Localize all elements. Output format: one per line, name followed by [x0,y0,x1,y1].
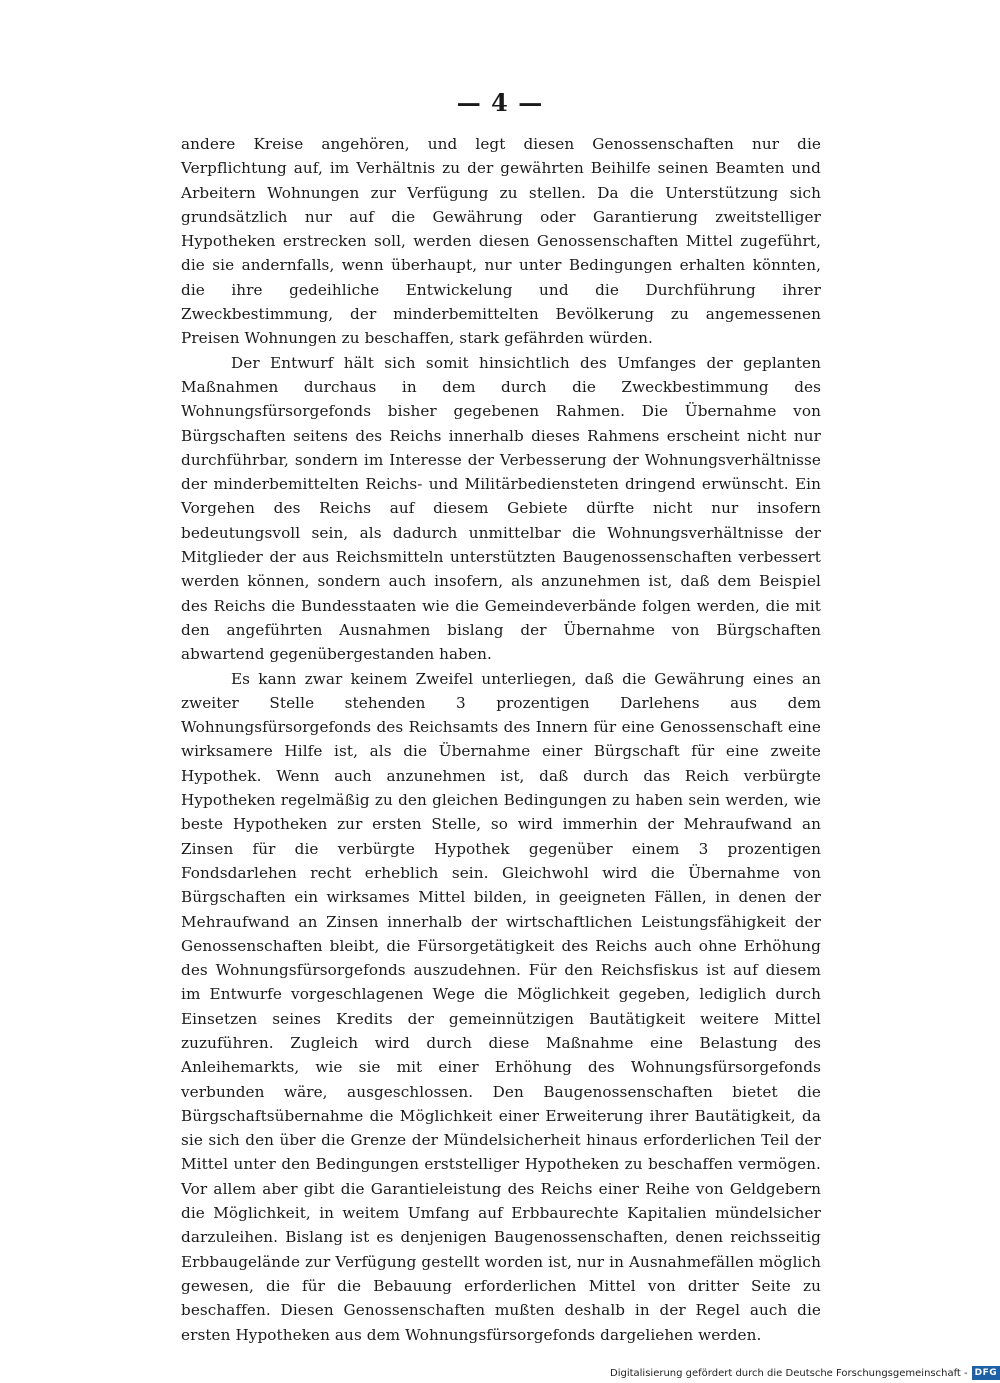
dfg-logo-icon: DFG [972,1366,1000,1380]
paragraph-1: andere Kreise angehören, und legt diesen Genossenschaften nur die Verpflichtung auf, im Verhältnis zu der gewährten Beihilfe seinen Beamten und Arbeitern Wohnungen zur Verfügung zu stellen. Da die Unterstützung sich grundsätzlich nur auf die Gewährung oder Garantierung zweitstelliger Hypotheken erstrecken soll, werden diesen Genossenschaften Mittel zugeführt, die sie andernfalls, wenn überhaupt, nur unter Bedingungen erhalten könnten, die ihre gedeihliche Entwickelung und die Durchführung ihrer Zweckbestimmung, der minderbemittelten Bevölkerung zu angemessenen Preisen Wohnungen zu beschaffen, stark gefährden würden. [181,135,821,348]
paragraph-2: Der Entwurf hält sich somit hinsichtlich des Umfanges der geplanten Maßnahmen durchaus in dem durch die Zweckbestimmung des Wohnungsfürsorgefonds bisher gegebenen Rahmen. Die Übernahme von Bürgschaften seitens des Reichs innerhalb dieses Rahmens erscheint nicht nur durchführbar, sondern im Interesse der Verbesserung der Wohnungsverhältnisse der minderbemittelten Reichs- und Militärbediensteten dringend erwünscht. Ein Vorgehen des Reichs auf diesem Gebiete dürfte nicht nur insofern bedeutungsvoll sein, als dadurch unmittelbar die Wohnungsverhältnisse der Mitglieder der aus Reichsmitteln unterstützten Baugenossenschaften verbessert werden können, sondern auch insofern, als anzunehmen ist, daß dem Beispiel des Reichs die Bundesstaaten wie die Gemeindeverbände folgen werden, die mit den angeführten Ausnahmen bislang der Übernahme von Bürgschaften abwartend gegenübergestanden haben. [181,353,821,664]
digitization-footer [610,1365,1000,1381]
footer-credit-text: Digitalisierung gefördert durch die Deutsche Forschungsgemeinschaft - [610,1367,968,1379]
document-body [181,132,821,1347]
paragraph-3: Es kann zwar keinem Zweifel unterliegen, daß die Gewährung eines an zweiter Stelle stehenden 3 prozentigen Darlehens aus dem Wohnungsfürsorgefonds des Reichsamts des Innern für eine Genossenschaft eine wirksamere Hilfe ist, als die Übernahme einer Bürgschaft für eine zweite Hypothek. Wenn auch anzunehmen ist, daß durch das Reich verbürgte Hypotheken regelmäßig zu den gleichen Bedingungen zu haben sein werden, wie beste Hypotheken zur ersten Stelle, so wird immerhin der Mehraufwand an Zinsen für die verbürgte Hypothek gegenüber einem 3 prozentigen Fondsdarlehen recht erheblich sein. Gleichwohl wird die Übernahme von Bürgschaften ein wirksames Mittel bilden, in geeigneten Fällen, in denen der Mehraufwand an Zinsen innerhalb der wirtschaftlichen Leistungsfähigkeit der Genossenschaften bleibt, die Fürsorgetätigkeit des Reichs auch ohne Erhöhung des Wohnungsfürsorgefonds auszudehnen. Für den Reichsfiskus ist auf diesem im Entwurfe vorgeschlagenen Wege die Möglichkeit gegeben, lediglich durch Einsetzen seines Kredits der gemeinnützigen Bautätigkeit weitere Mittel zuzuführen. Zugleich wird durch diese Maßnahme eine Belastung des Anleihemarkts, wie sie mit einer Erhöhung des Wohnungsfürsorgefonds verbunden wäre, ausgeschlossen. Den Baugenossenschaften bietet die Bürgschaftsübernahme die Möglichkeit einer Erweiterung ihrer Bautätigkeit, da sie sich den über die Grenze der Mündelsicherheit hinaus erforderlichen Teil der Mittel unter den Bedingungen erststelliger Hypotheken zu beschaffen vermögen. Vor allem aber gibt die Garantieleistung des Reichs einer Reihe von Geldgebern die Möglichkeit, in weitem Umfang auf Erbbaurechte Kapitalien mündelsicher darzuleihen. Bislang ist es denjenigen Baugenossenschaften, denen reichsseitig Erbbaugelände zur Verfügung gestellt worden ist, nur in Ausnahmefällen möglich gewesen, die für die Bebauung erforderlichen Mittel von dritter Seite zu beschaffen. Diesen Genossenschaften mußten deshalb in der Regel auch die ersten Hypotheken aus dem Wohnungsfürsorgefonds dargeliehen werden. [181,669,821,1344]
page-number: — 4 — [456,88,544,117]
